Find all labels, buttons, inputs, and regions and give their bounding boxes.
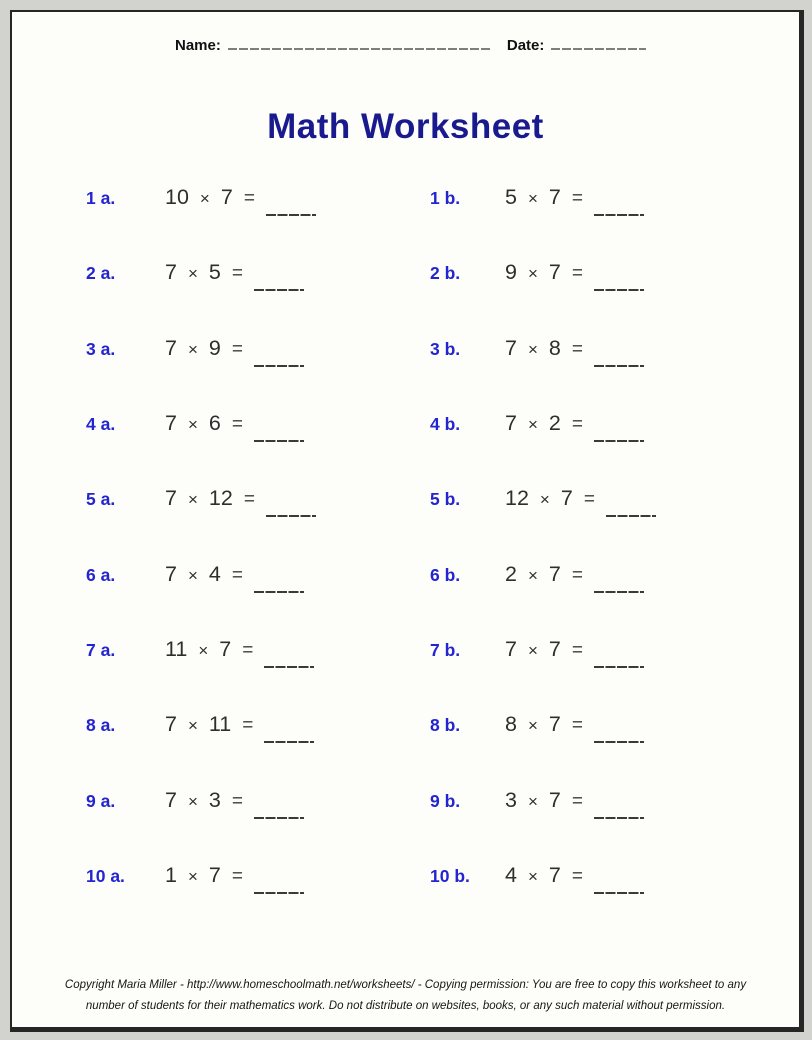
equals-sign: = [571,338,583,360]
problem-expression [165,185,316,210]
problem-number: 8 a. [86,715,116,736]
equals-sign: = [242,715,254,737]
problem-row [12,687,799,762]
factor-2: 7 [548,712,561,737]
multiplication-sign: × [527,640,538,660]
problem-expression [165,411,304,436]
copyright-line-2: number of students for their mathematics work. Do not distribute on websites, books, or any such material without permission. [85,1000,726,1012]
multiplication-sign: × [187,791,198,811]
problem-5a [12,486,405,511]
multiplication-sign: × [527,339,538,359]
factor-1: 4 [505,862,517,887]
factor-1: 7 [505,411,517,436]
factor-2: 7 [220,185,233,210]
equals-sign: = [231,414,243,436]
problem-row [12,612,799,687]
factor-2: 4 [208,561,221,586]
factor-2: 2 [548,411,561,436]
equals-sign: = [231,790,243,812]
problem-expression [505,411,644,436]
factor-1: 9 [505,260,517,285]
problem-2a [12,260,405,285]
factor-2: 7 [548,862,561,887]
multiplication-sign: × [187,565,198,585]
problem-row [12,838,799,913]
answer-blank [606,501,656,517]
problem-number: 2 a. [86,263,116,284]
problem-number: 9 b. [430,790,461,811]
answer-blank [254,426,304,442]
problem-number: 10 a. [86,865,125,886]
equals-sign: = [242,639,254,661]
equals-sign: = [583,489,595,511]
name-label: Name: [175,37,221,54]
factor-1: 12 [505,486,529,511]
problem-number: 6 b. [430,564,461,585]
factor-1: 5 [505,185,517,210]
equals-sign: = [243,489,255,511]
equals-sign: = [231,865,243,887]
problem-number: 6 a. [86,564,116,585]
problem-9a [12,788,405,813]
problem-expression [505,863,644,888]
problem-expression [165,336,304,361]
problem-3a [12,336,405,361]
problem-1a [12,185,405,210]
problem-expression [505,185,644,210]
problem-5b [405,486,799,511]
equals-sign: = [571,790,583,812]
problem-3b [405,336,799,361]
factor-2: 3 [208,787,221,812]
answer-blank [264,727,314,743]
multiplication-sign: × [198,640,209,660]
problem-number: 5 a. [86,489,116,510]
problem-8b [405,712,799,737]
answer-blank [254,351,304,367]
problem-number: 7 b. [430,639,461,660]
date-label: Date: [506,37,545,54]
equals-sign: = [231,263,243,285]
answer-blank [594,275,644,291]
equals-sign: = [243,188,255,210]
factor-1: 7 [165,712,177,737]
problem-number: 9 a. [86,790,116,811]
factor-1: 7 [165,787,177,812]
problem-expression [165,486,316,511]
problem-expression [505,486,656,511]
factor-1: 2 [505,561,517,586]
factor-2: 7 [560,486,573,511]
answer-blank [254,275,304,291]
multiplication-sign: × [527,565,538,585]
multiplication-sign: × [527,866,538,886]
factor-2: 7 [548,260,561,285]
answer-blank [594,577,644,593]
answer-blank [594,652,644,668]
answer-blank [254,577,304,593]
equals-sign: = [571,414,583,436]
problem-row [12,386,799,461]
problem-9b [405,788,799,813]
problem-4b [405,411,799,436]
problem-number: 7 a. [86,639,116,660]
problem-number: 3 b. [430,338,461,359]
factor-2: 12 [208,486,233,511]
factor-2: 11 [208,712,232,737]
multiplication-sign: × [527,189,538,209]
problem-8a [12,712,405,737]
multiplication-sign: × [199,189,210,209]
multiplication-sign: × [527,716,538,736]
answer-blank [266,200,316,216]
multiplication-sign: × [527,791,538,811]
factor-1: 10 [165,185,189,210]
problem-4a [12,411,405,436]
problem-expression [165,637,314,662]
problem-6b [405,562,799,587]
factor-2: 7 [548,561,561,586]
answer-blank [594,200,644,216]
factor-2: 7 [548,185,561,210]
factor-2: 8 [548,335,561,360]
equals-sign: = [571,865,583,887]
name-line [228,33,490,50]
equals-sign: = [571,639,583,661]
problem-expression [505,260,644,285]
factor-2: 6 [208,411,221,436]
problem-row [12,762,799,837]
equals-sign: = [571,263,583,285]
answer-blank [594,727,644,743]
factor-2: 5 [208,260,221,285]
factor-2: 7 [548,636,561,661]
equals-sign: = [571,564,583,586]
problem-number: 4 a. [86,414,116,435]
answer-blank [254,803,304,819]
factor-2: 7 [548,787,561,812]
multiplication-sign: × [187,339,198,359]
problem-number: 1 b. [430,188,461,209]
factor-1: 3 [505,787,517,812]
answer-blank [594,803,644,819]
equals-sign: = [231,564,243,586]
problem-number: 8 b. [430,715,461,736]
header [175,33,769,54]
answer-blank [594,351,644,367]
factor-1: 7 [165,411,177,436]
multiplication-sign: × [527,264,538,284]
copyright-footer [12,975,799,1017]
problem-expression [165,863,304,888]
problem-10a [12,863,405,888]
problem-number: 1 a. [86,188,116,209]
problem-number: 2 b. [430,263,461,284]
problem-row [12,311,799,386]
problem-row [12,160,799,235]
factor-1: 11 [165,636,188,661]
date-line [551,33,646,50]
problem-expression [165,788,304,813]
multiplication-sign: × [187,716,198,736]
factor-2: 7 [219,636,232,661]
problem-expression [165,712,314,737]
factor-1: 7 [505,335,517,360]
problem-expression [165,562,304,587]
multiplication-sign: × [527,415,538,435]
problem-row [12,235,799,310]
multiplication-sign: × [187,490,198,510]
problem-number: 10 b. [430,865,470,886]
copyright-line-1: Copyright Maria Miller - http://www.homeschoolmath.net/worksheets/ - Copying permission: You are free to copy this worksheet to any [64,979,747,991]
problem-number: 4 b. [430,414,461,435]
problem-list [12,160,799,913]
problem-7a [12,637,405,662]
problem-expression [505,712,644,737]
problem-1b [405,185,799,210]
equals-sign: = [571,715,583,737]
multiplication-sign: × [539,490,550,510]
problem-expression [505,336,644,361]
factor-1: 7 [165,486,177,511]
page-title: Math Worksheet [267,107,544,146]
answer-blank [254,878,304,894]
problem-7b [405,637,799,662]
answer-blank [264,652,314,668]
problem-2b [405,260,799,285]
problem-6a [12,562,405,587]
answer-blank [594,426,644,442]
problem-row [12,536,799,611]
answer-blank [594,878,644,894]
factor-1: 7 [165,335,177,360]
multiplication-sign: × [187,866,198,886]
problem-expression [505,637,644,662]
multiplication-sign: × [187,264,198,284]
problem-expression [165,260,304,285]
factor-1: 7 [165,260,177,285]
problem-expression [505,788,644,813]
equals-sign: = [231,338,243,360]
problem-number: 3 a. [86,338,116,359]
factor-2: 9 [208,335,221,360]
answer-blank [266,501,316,517]
factor-1: 8 [505,712,517,737]
factor-1: 7 [165,561,177,586]
factor-1: 1 [165,862,177,887]
worksheet-page [10,10,804,1032]
equals-sign: = [571,188,583,210]
factor-2: 7 [208,862,221,887]
problem-expression [505,562,644,587]
factor-1: 7 [505,636,517,661]
problem-10b [405,863,799,888]
multiplication-sign: × [187,415,198,435]
problem-row [12,461,799,536]
problem-number: 5 b. [430,489,461,510]
